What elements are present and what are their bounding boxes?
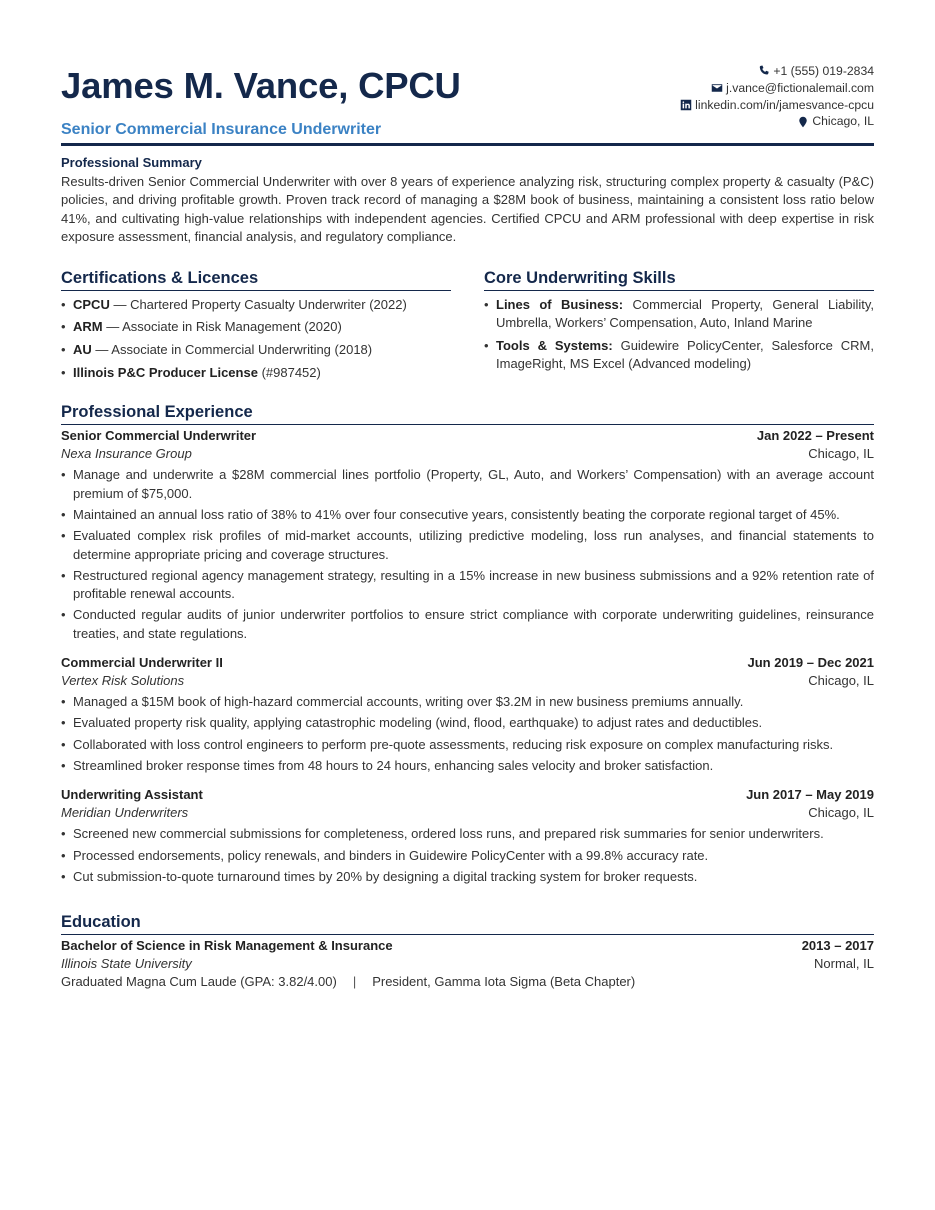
list-item: • Evaluated property risk quality, applying catastrophic modeling (wind, flood, earthquake) to adjust rates and deductibles.	[61, 714, 874, 732]
job-company: Nexa Insurance Group	[61, 446, 192, 462]
job-header	[61, 786, 874, 804]
contact-location	[680, 113, 874, 130]
skills-section	[484, 268, 874, 382]
list-item	[61, 364, 451, 382]
location-text: Chicago, IL	[812, 114, 874, 129]
candidate-name: James M. Vance, CPCU	[61, 65, 461, 106]
list-item	[61, 318, 451, 336]
job-entry	[61, 427, 874, 643]
resume-page	[61, 0, 874, 991]
list-item	[61, 341, 451, 359]
cert-detail: — Associate in Commercial Underwriting (2018)	[91, 342, 373, 358]
email-link[interactable]: j.vance@fictionalemail.com	[726, 80, 874, 95]
job-header	[61, 654, 874, 672]
job-subheader	[61, 445, 874, 463]
education-separator: |	[352, 974, 357, 990]
education-honor: Graduated Magna Cum Laude (GPA: 3.82/4.00)	[61, 974, 337, 990]
job-location: Chicago, IL	[808, 446, 874, 462]
job-header	[61, 427, 874, 445]
summary-heading: Professional Summary	[61, 155, 202, 170]
summary-text: Results-driven Senior Commercial Underwriter with over 8 years of experience analyzing risk, structuring complex property & casualty (P&C) policies, and driving profitable growth. Proven track record of managing a $28M book of business, maintaining a consistent loss ratio below 41%, and cultivating high-value relationships with independent agencies. Certified CPCU and ARM professional with deep expertise in risk exposure assessment, financial analysis, and regulatory compliance.	[61, 174, 874, 244]
list-item: • Conducted regular audits of junior underwriter portfolios to ensure strict compliance with corporate underwriting guidelines, reinsurance treaties, and state regulations.	[61, 606, 874, 643]
job-bullets	[61, 825, 874, 886]
linkedin-link[interactable]: linkedin.com/in/jamesvance-cpcu	[695, 97, 874, 112]
map-pin-icon	[797, 116, 809, 128]
cert-name: Illinois P&C Producer License	[73, 365, 258, 381]
job-bullets	[61, 466, 874, 643]
list-item: • Processed endorsements, policy renewals, and binders in Guidewire PolicyCenter with a 99.8% accuracy rate.	[61, 847, 874, 865]
education-entry	[61, 937, 874, 991]
contact-email[interactable]	[680, 80, 874, 97]
job-entry	[61, 786, 874, 886]
phone-icon	[758, 65, 770, 77]
list-item: • Screened new commercial submissions for completeness, ordered loss runs, and prepared risk summaries for senior underwriters.	[61, 825, 874, 843]
candidate-title: Senior Commercial Insurance Underwriter	[61, 121, 382, 138]
list-item	[484, 296, 874, 333]
education-heading: Education	[61, 912, 874, 935]
list-item: • Collaborated with loss control engineers to perform pre-quote assessments, reducing risk exposure on complex manufacturing risks.	[61, 736, 874, 754]
skills-heading: Core Underwriting Skills	[484, 268, 874, 291]
certifications-heading: Certifications & Licences	[61, 268, 451, 291]
education-section	[61, 912, 874, 991]
job-subheader	[61, 672, 874, 690]
job-location: Chicago, IL	[808, 673, 874, 689]
experience-heading: Professional Experience	[61, 402, 874, 425]
list-item: • Manage and underwrite a $28M commercial lines portfolio (Property, GL, Auto, and Workers’ Compensation) with an average account premium of $75,000.	[61, 466, 874, 503]
education-dates: 2013 – 2017	[801, 938, 874, 954]
education-header	[61, 937, 874, 955]
job-bullets	[61, 693, 874, 775]
contact-phone	[680, 63, 874, 80]
cert-detail: — Chartered Property Casualty Underwriter (2022)	[109, 296, 407, 312]
experience-section	[61, 402, 874, 886]
header-divider	[61, 143, 874, 146]
school-location: Normal, IL	[814, 956, 874, 972]
cert-name: CPCU	[73, 296, 110, 312]
job-title: Underwriting Assistant	[61, 787, 203, 803]
cert-name: ARM	[73, 319, 103, 335]
envelope-icon	[711, 82, 723, 94]
skills-list	[484, 296, 874, 374]
certs-skills-row	[61, 268, 874, 382]
phone-text: +1 (555) 019-2834	[773, 64, 874, 78]
school-name: Illinois State University	[61, 956, 192, 972]
job-title: Commercial Underwriter II	[61, 655, 223, 671]
job-dates: Jun 2019 – Dec 2021	[747, 655, 874, 671]
skill-category: Tools & Systems:	[496, 337, 613, 353]
list-item: • Streamlined broker response times from 48 hours to 24 hours, enhancing sales velocity and broker satisfaction.	[61, 757, 874, 775]
skill-detail: Commercial Property, General Liability, Umbrella, Workers’ Compensation, Auto, Inland Marine	[496, 296, 874, 330]
list-item: • Maintained an annual loss ratio of 38% to 41% over four consecutive years, consistently beating the corporate regional target of 45%.	[61, 506, 874, 524]
education-details	[61, 973, 874, 991]
job-title: Senior Commercial Underwriter	[61, 428, 257, 444]
job-location: Chicago, IL	[808, 805, 874, 821]
job-dates: Jun 2017 – May 2019	[746, 787, 874, 803]
resume-header	[61, 0, 874, 146]
degree: Bachelor of Science in Risk Management & Insurance	[61, 938, 393, 954]
certifications-list	[61, 296, 451, 383]
summary-section	[61, 155, 874, 246]
education-activity: President, Gamma Iota Sigma (Beta Chapter)	[372, 974, 636, 990]
job-company: Vertex Risk Solutions	[61, 673, 185, 689]
skill-category: Lines of Business:	[496, 296, 624, 312]
list-item: • Managed a $15M book of high-hazard commercial accounts, writing over $3.2M in new business premiums annually.	[61, 693, 874, 711]
certifications-section	[61, 268, 451, 382]
job-company: Meridian Underwriters	[61, 805, 189, 821]
list-item: • Cut submission-to-quote turnaround times by 20% by designing a digital tracking system for broker requests.	[61, 868, 874, 886]
list-item: • Evaluated complex risk profiles of mid-market accounts, utilizing predictive modeling, loss run analyses, and financial statements to determine appropriate pricing and coverage structures.	[61, 527, 874, 564]
cert-name: AU	[73, 342, 92, 358]
cert-detail: (#987452)	[257, 365, 321, 381]
job-subheader	[61, 804, 874, 822]
contact-info	[680, 63, 874, 130]
education-subheader	[61, 955, 874, 973]
list-item: • Restructured regional agency management strategy, resulting in a 15% increase in new business submissions and a 92% retention rate of profitable renewal accounts.	[61, 567, 874, 604]
linkedin-icon	[680, 99, 692, 111]
job-dates: Jan 2022 – Present	[756, 428, 874, 444]
list-item	[484, 337, 874, 374]
job-entry	[61, 654, 874, 775]
contact-linkedin[interactable]	[680, 97, 874, 114]
list-item	[61, 296, 451, 314]
skill-detail: Guidewire PolicyCenter, Salesforce CRM, ImageRight, MS Excel (Advanced modeling)	[496, 337, 875, 372]
cert-detail: — Associate in Risk Management (2020)	[102, 319, 342, 335]
